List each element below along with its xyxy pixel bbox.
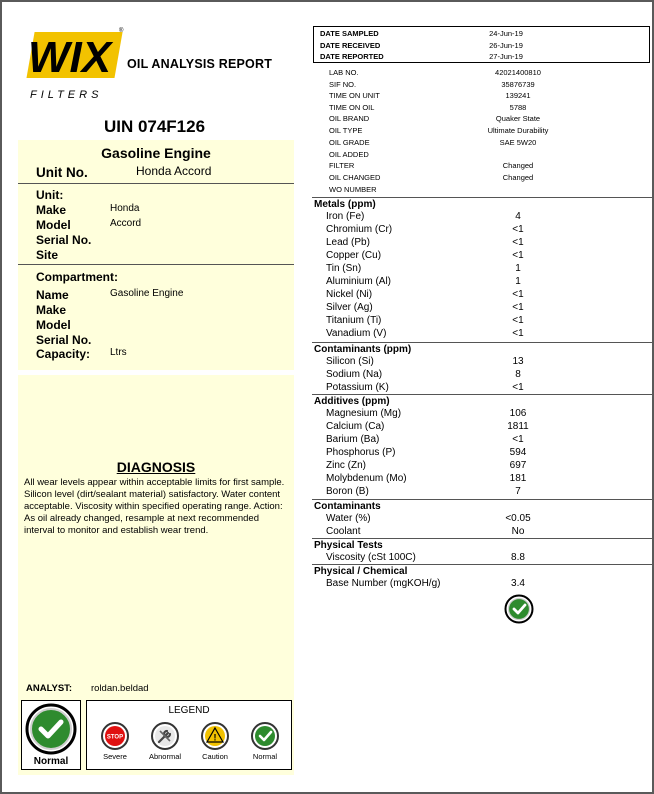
- time-on-unit-value: 139241: [505, 91, 531, 100]
- check-icon: [250, 721, 280, 751]
- result-label: Titanium (Ti): [326, 315, 382, 326]
- result-label: Zinc (Zn): [326, 460, 366, 471]
- legend-item-severe: [89, 721, 141, 761]
- section-title: Contaminants: [314, 501, 381, 512]
- compartment-model-label: Model: [36, 318, 71, 332]
- time-on-unit-label: TIME ON UNIT: [329, 91, 380, 100]
- oil-changed-label: OIL CHANGED: [329, 173, 381, 182]
- result-value: 13: [512, 356, 524, 367]
- result-label: Copper (Cu): [326, 250, 382, 261]
- legend-label-caution: Caution: [202, 752, 228, 761]
- result-value: 8.8: [511, 552, 525, 563]
- compartment-name-value: Gasoline Engine: [110, 288, 184, 299]
- result-row: [312, 434, 652, 447]
- wix-filters-logo: [22, 24, 127, 106]
- result-row: [312, 237, 652, 250]
- date-sampled-label: DATE SAMPLED: [320, 29, 379, 38]
- result-label: Chromium (Cr): [326, 224, 393, 235]
- report-title: OIL ANALYSIS REPORT: [127, 57, 273, 71]
- result-label: Water (%): [326, 513, 371, 524]
- filter-value: Changed: [502, 161, 534, 170]
- legend-item-normal: [239, 721, 291, 761]
- compartment-capacity-label: Capacity:: [36, 347, 91, 361]
- result-row: [312, 276, 652, 289]
- legend: [86, 700, 292, 770]
- diagnosis-title: DIAGNOSIS: [116, 459, 196, 475]
- info-row: [313, 161, 650, 173]
- svg-text:STOP: STOP: [106, 734, 124, 741]
- result-value: 106: [509, 408, 527, 419]
- oil-type-label: OIL TYPE: [329, 126, 363, 135]
- result-row: [312, 224, 652, 237]
- result-value: <1: [512, 302, 524, 313]
- wo-number-label: WO NUMBER: [329, 185, 377, 194]
- status-check-icon: [24, 703, 78, 755]
- result-value: 1: [515, 263, 521, 274]
- section-divider: [312, 564, 652, 565]
- result-label: Magnesium (Mg): [326, 408, 402, 419]
- result-value: <1: [512, 250, 524, 261]
- result-value: 1: [515, 276, 521, 287]
- result-label: Boron (B): [326, 486, 369, 497]
- divider: [18, 264, 294, 265]
- time-on-oil-value: 5788: [509, 103, 527, 112]
- result-label: Iron (Fe): [326, 211, 365, 222]
- legend-label-normal: Normal: [252, 752, 278, 761]
- uin-title: UIN 074F126: [103, 117, 206, 136]
- unit-model-value: Accord: [110, 218, 142, 229]
- result-row: [312, 356, 652, 369]
- caution-icon: [200, 721, 230, 751]
- result-row: [312, 289, 652, 302]
- result-label: Calcium (Ca): [326, 421, 385, 432]
- oil-grade-value: SAE 5W20: [499, 138, 537, 147]
- report-page: [2, 2, 652, 792]
- result-value: <0.05: [505, 513, 531, 524]
- unit-serial-label: Serial No.: [36, 233, 92, 247]
- brand-wordmark: WIX: [28, 33, 112, 82]
- result-value: 4: [515, 211, 521, 222]
- legend-label-abnormal: Abnormal: [148, 752, 182, 761]
- date-received-label: DATE RECEIVED: [320, 41, 381, 50]
- oil-changed-value: Changed: [502, 173, 534, 182]
- section-title: Physical / Chemical: [314, 566, 408, 577]
- result-label: Vanadium (V): [326, 328, 387, 339]
- result-label: Aluminium (Al): [326, 276, 392, 287]
- compartment-heading: Compartment:: [36, 270, 119, 284]
- result-value: 697: [509, 460, 527, 471]
- result-label: Tin (Sn): [326, 263, 362, 274]
- unit-model-label: Model: [36, 218, 71, 232]
- result-row: [312, 263, 652, 276]
- result-row: [312, 421, 652, 434]
- result-row: [312, 486, 652, 499]
- oil-brand-label: OIL BRAND: [329, 114, 370, 123]
- result-label: Lead (Pb): [326, 237, 370, 248]
- info-row: [313, 91, 650, 103]
- result-label: Barium (Ba): [326, 434, 380, 445]
- result-row: [312, 513, 652, 526]
- section-divider: [312, 499, 652, 500]
- section-title: Metals (ppm): [314, 199, 376, 210]
- stop-icon: [100, 721, 130, 751]
- result-value: No: [511, 526, 525, 537]
- unit-no-label: Unit No.: [36, 165, 88, 180]
- info-row: [313, 185, 650, 197]
- result-value: 181: [509, 473, 527, 484]
- compartment-serial-label: Serial No.: [36, 333, 92, 347]
- svg-text:!: !: [213, 732, 217, 743]
- result-value: <1: [512, 224, 524, 235]
- legend-item-caution: [189, 721, 241, 761]
- section-divider: [312, 197, 652, 198]
- date-reported-label: DATE REPORTED: [320, 52, 384, 61]
- info-row: [313, 126, 650, 138]
- result-row: [312, 473, 652, 486]
- diagnosis-panel: [18, 375, 294, 775]
- sif-no-label: SIF NO.: [329, 80, 357, 89]
- result-label: Nickel (Ni): [326, 289, 373, 300]
- oil-type-value: Ultimate Durability: [487, 126, 549, 135]
- result-value: 594: [509, 447, 527, 458]
- result-label: Potassium (K): [326, 382, 389, 393]
- result-row: [312, 211, 652, 224]
- status-label: Normal: [33, 756, 69, 767]
- result-row: [312, 328, 652, 341]
- date-received-value: 26-Jun-19: [489, 41, 523, 50]
- result-row: [312, 447, 652, 460]
- unit-heading: Unit:: [36, 188, 64, 202]
- lab-no-label: LAB NO.: [329, 68, 359, 77]
- compartment-name-label: Name: [36, 288, 69, 302]
- info-row: [313, 68, 650, 80]
- compartment-capacity-value: Ltrs: [110, 347, 127, 358]
- section-divider: [312, 538, 652, 539]
- result-label: Silver (Ag): [326, 302, 373, 313]
- result-row: [312, 369, 652, 382]
- result-value: 8: [515, 369, 521, 380]
- lab-no-value: 42021400810: [495, 68, 541, 77]
- legend-item-abnormal: [139, 721, 191, 761]
- oil-added-label: OIL ADDED: [329, 150, 369, 159]
- date-row: [314, 52, 649, 64]
- check-icon: [504, 594, 534, 624]
- legend-title: LEGEND: [168, 705, 210, 716]
- divider: [18, 183, 294, 184]
- info-row: [313, 173, 650, 185]
- result-row: [312, 460, 652, 473]
- result-label: Coolant: [326, 526, 361, 537]
- unit-make-label: Make: [36, 203, 67, 217]
- analyst-value: roldan.beldad: [91, 683, 149, 694]
- info-row: [313, 114, 650, 126]
- date-sampled-value: 24-Jun-19: [489, 29, 523, 38]
- oil-brand-value: Quaker State: [495, 114, 541, 123]
- section-title: Physical Tests: [314, 540, 383, 551]
- unit-panel: [18, 140, 294, 370]
- engine-title: Gasoline Engine: [101, 145, 211, 161]
- wrench-icon: [150, 721, 180, 751]
- date-reported-value: 27-Jun-19: [489, 52, 523, 61]
- section-divider: [312, 394, 652, 395]
- unit-make-value: Honda: [110, 203, 140, 214]
- result-row: [312, 408, 652, 421]
- compartment-make-label: Make: [36, 303, 67, 317]
- result-row: [312, 302, 652, 315]
- dates-box: [313, 26, 650, 63]
- analyst-label: ANALYST:: [26, 683, 73, 694]
- result-label: Base Number (mgKOH/g): [326, 578, 441, 589]
- legend-label-severe: Severe: [103, 752, 127, 761]
- result-row: [312, 315, 652, 328]
- oil-grade-label: OIL GRADE: [329, 138, 370, 147]
- result-value: 3.4: [511, 578, 525, 589]
- result-value: 1811: [507, 421, 529, 432]
- section-title: Additives (ppm): [314, 396, 390, 407]
- unit-no-value: Honda Accord: [136, 164, 212, 178]
- result-value: <1: [512, 237, 524, 248]
- result-row: [312, 250, 652, 263]
- filter-label: FILTER: [329, 161, 355, 170]
- brand-subtitle: FILTERS: [30, 89, 103, 101]
- overall-status: [21, 700, 81, 770]
- date-row: [314, 29, 649, 41]
- result-row: [312, 578, 652, 591]
- unit-site-label: Site: [36, 248, 59, 262]
- time-on-oil-label: TIME ON OIL: [329, 103, 375, 112]
- result-value: <1: [512, 289, 524, 300]
- section-title: Contaminants (ppm): [314, 344, 412, 355]
- result-value: 7: [515, 486, 521, 497]
- result-label: Silicon (Si): [326, 356, 374, 367]
- result-label: Sodium (Na): [326, 369, 383, 380]
- result-label: Molybdenum (Mo): [326, 473, 407, 484]
- section-divider: [312, 342, 652, 343]
- result-value: <1: [512, 315, 524, 326]
- result-label: Phosphorus (P): [326, 447, 396, 458]
- info-row: [313, 138, 650, 150]
- result-label: Viscosity (cSt 100C): [326, 552, 416, 563]
- sif-no-value: 35876739: [501, 80, 535, 89]
- result-value: <1: [512, 382, 524, 393]
- result-value: <1: [512, 328, 524, 339]
- svg-text:®: ®: [119, 28, 124, 34]
- result-value: <1: [512, 434, 524, 445]
- diagnosis-text: All wear levels appear within acceptable limits for first sample. Silicon level (dirt/sealant material) satisfactory. Water content acceptable. Viscosity within specified operating range. Action: As oil already changed, resample at next recommended interval to monitor and establish wear trend.: [24, 477, 285, 536]
